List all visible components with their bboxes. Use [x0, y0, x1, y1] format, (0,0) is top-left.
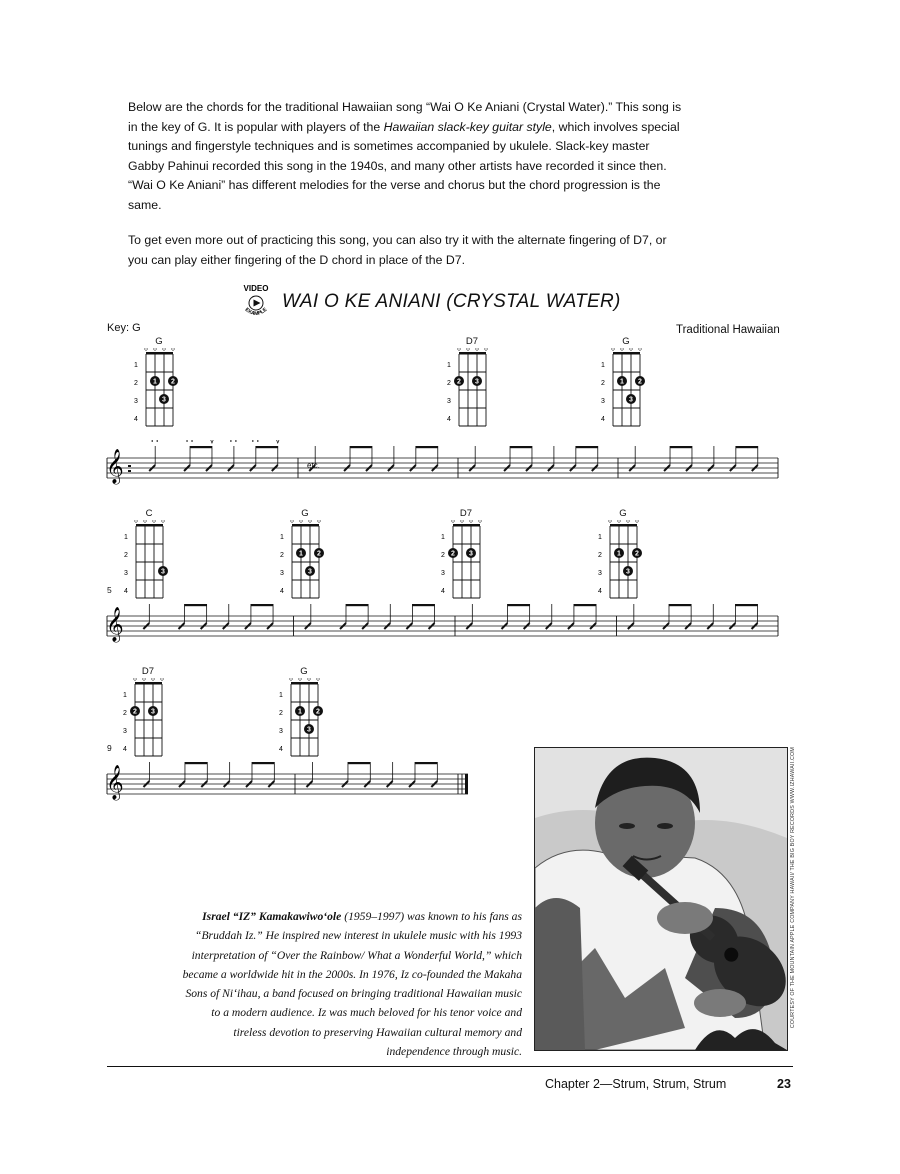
finger-number: 3	[161, 568, 165, 576]
fret-number: 2	[124, 552, 128, 559]
open-string-marker	[300, 520, 303, 522]
beam	[670, 446, 692, 448]
beam	[251, 604, 273, 606]
open-string-marker	[152, 678, 155, 680]
key-signature-label: Key: G	[107, 322, 141, 334]
open-string-marker	[144, 520, 147, 522]
open-string-marker	[317, 678, 320, 680]
photo-credit: COURTESY OF THE MOUNTAIN APPLE COMPANY HAWAII/ THE BIG BOY RECORDS WWW.IZHAWAII.COM	[790, 747, 796, 1029]
time-signature	[128, 470, 131, 472]
song-title: WAI O KE ANIANI (CRYSTAL WATER)	[282, 291, 621, 312]
fret-number: 4	[598, 588, 602, 595]
song-credit: Traditional Hawaiian	[676, 324, 780, 336]
fret-number: 3	[134, 398, 138, 405]
open-string-marker	[153, 520, 156, 522]
beam	[416, 446, 438, 448]
chord-diagram-d7	[437, 336, 507, 426]
finger-number: 3	[469, 550, 473, 558]
measure-number: 9	[107, 743, 112, 753]
open-string-marker	[162, 520, 165, 522]
up-bow-icon	[210, 440, 214, 443]
page-number: 23	[777, 1077, 791, 1091]
open-string-marker	[452, 520, 455, 522]
etc-label: etc.	[307, 461, 320, 470]
finger-number: 3	[308, 568, 312, 576]
finger-number: 1	[298, 708, 302, 716]
open-string-marker	[458, 348, 461, 350]
open-string-marker	[308, 678, 311, 680]
up-bow-icon	[276, 440, 280, 443]
chord-diagram-g	[591, 336, 661, 426]
finger-number: 1	[617, 550, 621, 558]
fret-number: 1	[601, 362, 605, 369]
chord-name: G	[300, 666, 308, 677]
iz-photo	[534, 747, 788, 1051]
open-string-marker	[609, 520, 612, 522]
fret-number: 1	[124, 534, 128, 541]
finger-number: 3	[626, 568, 630, 576]
finger-number: 3	[629, 396, 633, 404]
photo-illustration	[535, 748, 787, 1050]
treble-clef-icon: 𝄞	[106, 607, 124, 642]
open-string-marker	[639, 348, 642, 350]
open-string-marker	[154, 348, 157, 350]
open-string-marker	[485, 348, 488, 350]
fret-number: 2	[280, 552, 284, 559]
beam	[348, 762, 370, 764]
fret-number: 2	[134, 380, 138, 387]
open-string-marker	[467, 348, 470, 350]
chord-name: D7	[141, 666, 155, 677]
finger-number: 2	[317, 550, 321, 558]
open-string-marker	[612, 348, 615, 350]
chord-diagram-g	[269, 666, 339, 756]
badge-top-label: VIDEO	[243, 284, 269, 293]
open-string-marker	[135, 520, 138, 522]
beam	[350, 446, 372, 448]
open-string-marker	[636, 520, 639, 522]
beam	[576, 446, 598, 448]
beam	[184, 604, 206, 606]
chord-name: D7	[465, 336, 479, 347]
fret-number: 3	[598, 570, 602, 577]
fret-number: 1	[123, 692, 127, 699]
fret-number: 3	[447, 398, 451, 405]
chord-diagram-d7	[431, 508, 501, 598]
down-bow-icon	[253, 440, 258, 442]
open-string-marker	[318, 520, 321, 522]
final-barline-thick	[465, 774, 468, 794]
beam	[736, 446, 758, 448]
open-string-marker	[145, 348, 148, 350]
fret-number: 3	[124, 570, 128, 577]
chord-name: D7	[459, 508, 473, 519]
intro-text	[128, 98, 688, 286]
chord-name: G	[301, 508, 309, 519]
intro-p1-part-b: , which involves special tunings and fingerstyle techniques and is sometimes accompanied by ukulele. Slack-key master Gabby Pahinui recorded this song in the 1940s, and many other artists have recorded it since then. “Wai O Ke Aniani” has different melodies for the verse and chorus but the chord progression is the same.	[128, 119, 680, 212]
fret-number: 2	[123, 710, 127, 717]
beam	[669, 604, 691, 606]
open-string-marker	[630, 348, 633, 350]
caption-name: Israel “IZ” Kamakawiwo‘ole	[202, 910, 342, 923]
finger-number: 1	[299, 550, 303, 558]
fret-number: 4	[601, 416, 605, 423]
open-string-marker	[621, 348, 624, 350]
chord-diagram-c	[114, 508, 184, 598]
intro-paragraph-2: To get even more out of practicing this song, you can also try it with the alternate fingering of D7, or you can play either fingering of the D chord in place of the D7.	[128, 233, 667, 267]
down-bow-icon	[231, 440, 236, 442]
beam	[190, 446, 212, 448]
open-string-marker	[309, 520, 312, 522]
open-string-marker	[470, 520, 473, 522]
intro-paragraph-1	[128, 98, 688, 215]
down-bow-icon	[152, 440, 157, 442]
beam	[412, 604, 434, 606]
finger-number: 2	[133, 708, 137, 716]
fret-number: 1	[134, 362, 138, 369]
beam	[415, 762, 437, 764]
finger-number: 2	[316, 708, 320, 716]
finger-number: 2	[635, 550, 639, 558]
video-example-icon[interactable]	[236, 282, 276, 322]
fret-number: 1	[598, 534, 602, 541]
open-string-marker	[479, 520, 482, 522]
caption-text: (1959–1997) was known to his fans as “Bruddah Iz.” He inspired new interest in ukulele music with his 1993 interpretation of “Over the Rainbow/ What a Wonderful World,” which became a worldwide hit in the 2000s. In 1976, Iz co-founded the Makaha Sons of Ni‘ihau, a band focused on bringing traditional Hawaiian music to a modern audience. Iz was much beloved for his tenor voice and tireless devotion to preserving Hawaiian cultural memory and independence through music.	[182, 910, 522, 1059]
measure-number: 5	[107, 585, 112, 595]
chord-name: G	[155, 336, 163, 347]
chord-diagram-g	[124, 336, 194, 426]
fret-number: 2	[601, 380, 605, 387]
fret-number: 3	[601, 398, 605, 405]
open-string-marker	[163, 348, 166, 350]
open-string-marker	[476, 348, 479, 350]
open-string-marker	[143, 678, 146, 680]
fret-number: 4	[134, 416, 138, 423]
fret-number: 2	[447, 380, 451, 387]
finger-number: 1	[153, 378, 157, 386]
finger-number: 2	[457, 378, 461, 386]
chord-name: C	[145, 508, 153, 519]
open-string-marker	[161, 678, 164, 680]
open-string-marker	[618, 520, 621, 522]
treble-clef-icon: 𝄞	[106, 449, 124, 484]
open-string-marker	[172, 348, 175, 350]
finger-number: 2	[171, 378, 175, 386]
finger-number: 1	[620, 378, 624, 386]
chord-diagram-d7	[113, 666, 183, 756]
fret-number: 2	[598, 552, 602, 559]
song-header	[236, 282, 621, 322]
fret-number: 2	[441, 552, 445, 559]
open-string-marker	[290, 678, 293, 680]
chord-name: G	[619, 508, 627, 519]
fret-number: 1	[279, 692, 283, 699]
fret-number: 4	[280, 588, 284, 595]
fret-number: 1	[447, 362, 451, 369]
chord-diagram-g	[270, 508, 340, 598]
fret-number: 3	[280, 570, 284, 577]
photo-caption	[180, 907, 522, 1061]
finger-number: 3	[307, 726, 311, 734]
treble-clef-icon: 𝄞	[106, 765, 124, 800]
open-string-marker	[299, 678, 302, 680]
chord-diagram-g	[588, 508, 658, 598]
down-bow-icon	[187, 440, 192, 442]
fret-number: 4	[123, 746, 127, 753]
beam	[574, 604, 596, 606]
finger-number: 3	[151, 708, 155, 716]
footer-chapter-title: Chapter 2—Strum, Strum, Strum	[545, 1077, 727, 1091]
chord-name: G	[622, 336, 630, 347]
beam	[735, 604, 757, 606]
fret-number: 4	[279, 746, 283, 753]
fret-number: 4	[124, 588, 128, 595]
beam	[185, 762, 207, 764]
intro-p1-emphasis: Hawaiian slack-key guitar style	[383, 119, 552, 134]
finger-number: 3	[162, 396, 166, 404]
open-string-marker	[291, 520, 294, 522]
finger-number: 2	[638, 378, 642, 386]
staff-system-2	[100, 598, 780, 648]
beam	[510, 446, 532, 448]
staff-system-3	[100, 756, 470, 806]
fret-number: 3	[123, 728, 127, 735]
fret-number: 3	[441, 570, 445, 577]
beam	[346, 604, 368, 606]
fret-number: 4	[441, 588, 445, 595]
open-string-marker	[134, 678, 137, 680]
footer-rule	[107, 1066, 793, 1067]
fret-number: 1	[441, 534, 445, 541]
time-signature	[128, 465, 131, 467]
fret-number: 3	[279, 728, 283, 735]
finger-number: 3	[475, 378, 479, 386]
open-string-marker	[627, 520, 630, 522]
open-string-marker	[461, 520, 464, 522]
beam	[507, 604, 529, 606]
beam	[252, 762, 274, 764]
staff-system-1	[100, 440, 780, 490]
badge-bottom-label: EXAMPLE	[243, 306, 269, 318]
beam	[256, 446, 278, 448]
fret-number: 2	[279, 710, 283, 717]
fret-number: 1	[280, 534, 284, 541]
intro-p1-part-a: Below are the chords for the traditional Hawaiian song “Wai O Ke Aniani (Crystal Water).” This song is in the key of G. It is popular with players of the	[128, 100, 682, 134]
finger-number: 2	[451, 550, 455, 558]
fret-number: 4	[447, 416, 451, 423]
